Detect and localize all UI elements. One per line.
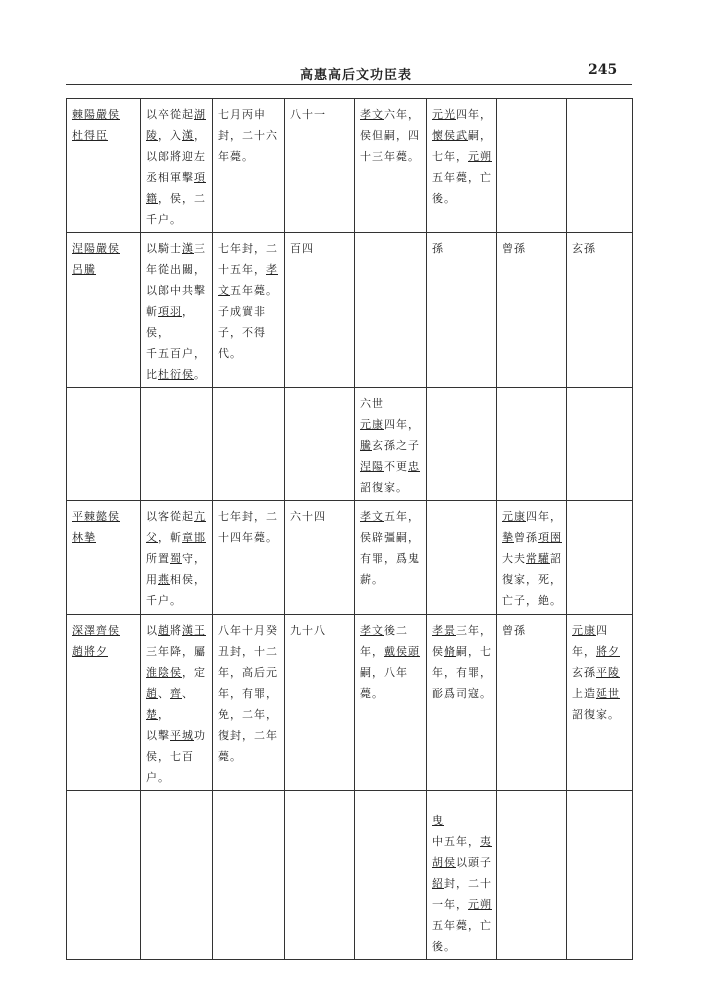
proper-name-text: 將夕 xyxy=(596,645,620,658)
table-cell xyxy=(355,791,427,960)
cell-text: 所置 xyxy=(146,552,170,565)
table-row xyxy=(67,615,633,791)
table-row xyxy=(67,233,633,388)
cell-text: 嗣， xyxy=(468,129,492,142)
cell-text: 上造 xyxy=(572,687,596,700)
cell-text: ，侯，二 xyxy=(158,192,206,205)
cell-text: 五年薨，亡 xyxy=(432,919,492,932)
cell-text: 六世 xyxy=(360,397,384,410)
proper-name-text: 夷 xyxy=(480,835,492,848)
proper-name-text: 湖 xyxy=(194,108,206,121)
cell-text: 大夫 xyxy=(502,552,526,565)
cell-text: 亡子，絶。 xyxy=(502,594,562,607)
proper-name-text: 燕 xyxy=(158,573,170,586)
cell-text: 玄孫 xyxy=(572,666,596,679)
table-cell xyxy=(213,501,285,615)
cell-text: 六年， xyxy=(384,108,420,121)
page-number: 245 xyxy=(588,62,618,78)
cell-text: 年， xyxy=(360,645,384,658)
proper-name-text: 紹 xyxy=(432,877,444,890)
cell-text: 四 xyxy=(596,624,608,637)
cell-text: 侯，七百户。 xyxy=(146,750,194,784)
cell-text: 年，有罪， xyxy=(218,687,278,700)
cell-text: 四年， xyxy=(456,108,492,121)
proper-name-text: 戴侯 xyxy=(384,645,408,658)
cell-text: 以擊 xyxy=(146,729,170,742)
cell-text: 以卒從起 xyxy=(146,108,194,121)
table-cell xyxy=(141,501,213,615)
cell-text: 千户。 xyxy=(146,213,182,226)
table-cell xyxy=(497,501,567,615)
proper-name-text: 淮陰侯 xyxy=(146,666,182,679)
cell-text: 、 xyxy=(182,687,194,700)
cell-text: 侯辟彊嗣， xyxy=(360,531,420,544)
proper-name-text: 平棘懿侯 xyxy=(72,510,120,523)
proper-name-text: 孝文 xyxy=(360,108,384,121)
table-cell xyxy=(355,615,427,791)
proper-name-text: 延世 xyxy=(596,687,620,700)
cell-text: 年，高后元 xyxy=(218,666,278,679)
proper-name-text: 杜衍侯 xyxy=(158,368,194,381)
cell-text: 六十四 xyxy=(290,510,326,523)
cell-text: 侯 xyxy=(432,645,444,658)
cell-text: 將 xyxy=(170,624,182,637)
cell-text: 七年封，二 xyxy=(218,242,278,255)
table-cell xyxy=(285,615,355,791)
table-cell xyxy=(567,615,633,791)
cell-text: 三年降，屬 xyxy=(146,645,206,658)
cell-text: 十三年薨。 xyxy=(360,150,420,163)
table-cell xyxy=(67,388,141,501)
table-cell xyxy=(497,99,567,233)
cell-text: 以郎中共擊 xyxy=(146,284,206,297)
proper-name-text: 元朔 xyxy=(468,150,492,163)
cell-text: 復封，二年 xyxy=(218,729,278,742)
cell-text: 嗣，八年薨。 xyxy=(360,666,408,700)
table-cell xyxy=(67,99,141,233)
table-cell xyxy=(427,388,497,501)
table-cell xyxy=(497,615,567,791)
cell-text: 玄孫之子 xyxy=(372,439,420,452)
proper-name-text: 章邯 xyxy=(182,531,206,544)
proper-name-text: 亢 xyxy=(194,510,206,523)
proper-name-text: 元康 xyxy=(502,510,526,523)
proper-name-text: 文 xyxy=(218,284,230,297)
table-cell xyxy=(67,615,141,791)
cell-text: 詔復家。 xyxy=(572,708,620,721)
proper-name-text: 呂騰 xyxy=(72,263,96,276)
proper-name-text: 驩 xyxy=(538,552,550,565)
table-cell xyxy=(285,388,355,501)
table-cell xyxy=(141,615,213,791)
proper-name-text: 棘陽嚴侯 xyxy=(72,108,120,121)
table-cell xyxy=(213,388,285,501)
proper-name-text: 漢 xyxy=(182,129,194,142)
table-cell xyxy=(427,501,497,615)
table-row xyxy=(67,388,633,501)
proper-name-text: 父 xyxy=(146,531,158,544)
cell-text: 耏爲司寇。 xyxy=(432,687,492,700)
cell-text: 詔復家。 xyxy=(360,481,408,494)
cell-text: 千户。 xyxy=(146,594,182,607)
proper-name-text: 脩 xyxy=(444,645,456,658)
cell-text: 一年， xyxy=(432,898,468,911)
cell-text: 以 xyxy=(146,624,158,637)
table-cell xyxy=(285,233,355,388)
table-cell xyxy=(141,388,213,501)
cell-text: 曾孫 xyxy=(502,242,526,255)
table-cell xyxy=(497,233,567,388)
cell-text: 年，有罪， xyxy=(432,666,492,679)
proper-name-text: 胡侯 xyxy=(432,856,456,869)
table-cell xyxy=(567,233,633,388)
cell-text: 封，二十六 xyxy=(218,129,278,142)
proper-name-text: 元康 xyxy=(360,418,384,431)
proper-name-text: 平陵 xyxy=(596,666,620,679)
cell-text: 免，二年， xyxy=(218,708,278,721)
cell-text: 子成實非 xyxy=(218,305,266,318)
cell-text: 三年， xyxy=(456,624,492,637)
proper-name-text: 曳 xyxy=(432,814,444,827)
proper-name-text: 林摯 xyxy=(72,531,96,544)
cell-text: ，定 xyxy=(182,666,206,679)
table-cell xyxy=(355,99,427,233)
table-row xyxy=(67,99,633,233)
proper-name-text: 趙 xyxy=(146,687,158,700)
cell-text: 百四 xyxy=(290,242,314,255)
cell-text: 以頭子 xyxy=(456,856,492,869)
table-cell xyxy=(285,791,355,960)
cell-text: 封，二十 xyxy=(444,877,492,890)
proper-name-text: 陵 xyxy=(146,129,158,142)
table-row xyxy=(67,791,633,960)
cell-text: 相侯， xyxy=(170,573,206,586)
cell-text: 功 xyxy=(194,729,206,742)
proper-name-text: 蜀 xyxy=(170,552,182,565)
cell-text: 七月丙申 xyxy=(218,108,266,121)
table-cell xyxy=(213,233,285,388)
cell-text: ，斬 xyxy=(158,531,182,544)
cell-text: 五年薨，亡 xyxy=(432,171,492,184)
table-cell xyxy=(497,791,567,960)
cell-text: 五年薨。 xyxy=(230,284,278,297)
proper-name-text: 深澤齊侯 xyxy=(72,624,120,637)
table-cell xyxy=(285,99,355,233)
cell-text: 薪。 xyxy=(360,573,384,586)
cell-text: 七年， xyxy=(432,150,468,163)
proper-name-text: 頭 xyxy=(408,645,420,658)
cell-text: 。 xyxy=(194,368,206,381)
cell-text: 八年十月癸 xyxy=(218,624,278,637)
table-cell xyxy=(427,791,497,960)
table-cell xyxy=(567,791,633,960)
proper-name-text: 孝文 xyxy=(360,510,384,523)
proper-name-text: 懷侯 xyxy=(432,129,456,142)
table-cell xyxy=(497,388,567,501)
cell-text: 薨。 xyxy=(218,750,242,763)
proper-name-text: 杜得臣 xyxy=(72,129,108,142)
cell-text: 不更 xyxy=(384,460,408,473)
cell-text: 以騎士 xyxy=(146,242,182,255)
proper-name-text: 楚 xyxy=(146,708,158,721)
proper-name-text: 趙 xyxy=(158,624,170,637)
cell-text: 守， xyxy=(182,552,206,565)
cell-text: 後。 xyxy=(432,192,456,205)
proper-name-text: 武 xyxy=(456,129,468,142)
cell-text: 孫 xyxy=(432,242,444,255)
proper-name-text: 摯 xyxy=(502,531,514,544)
table-cell xyxy=(141,99,213,233)
cell-text: 子，不得代。 xyxy=(218,326,266,360)
proper-name-text: 常 xyxy=(526,552,538,565)
cell-text: 曾孫 xyxy=(502,624,526,637)
table-cell xyxy=(567,99,633,233)
cell-text: 斬 xyxy=(146,305,158,318)
cell-text: ，入 xyxy=(158,129,182,142)
table-cell xyxy=(213,615,285,791)
cell-text: 嗣，七 xyxy=(456,645,492,658)
cell-text: 比 xyxy=(146,368,158,381)
cell-text: 五年， xyxy=(384,510,420,523)
cell-text: 年從出關， xyxy=(146,263,206,276)
table-cell xyxy=(567,501,633,615)
proper-name-text: 元朔 xyxy=(468,898,492,911)
header-rule xyxy=(66,84,632,85)
table-cell xyxy=(427,233,497,388)
cell-text: ，侯， xyxy=(146,305,194,339)
table-cell xyxy=(67,791,141,960)
cell-text: 四年， xyxy=(384,418,420,431)
cell-spacer xyxy=(432,796,492,810)
proper-name-text: 項 xyxy=(194,171,206,184)
cell-text: 以郎將迎左 xyxy=(146,150,206,163)
table-row xyxy=(67,501,633,615)
cell-text: 丑封，十二 xyxy=(218,645,278,658)
proper-name-text: 漢 xyxy=(182,242,194,255)
proper-name-text: 孝景 xyxy=(432,624,456,637)
table-cell xyxy=(67,501,141,615)
cell-text: 侯但嗣，四 xyxy=(360,129,420,142)
proper-name-text: 元康 xyxy=(572,624,596,637)
table-cell xyxy=(213,791,285,960)
proper-name-text: 孝文 xyxy=(360,624,384,637)
proper-name-text: 忠 xyxy=(408,460,420,473)
cell-text: 年薨。 xyxy=(218,150,254,163)
cell-text: ， xyxy=(194,129,206,142)
proper-name-text: 漢王 xyxy=(182,624,206,637)
table-cell xyxy=(141,233,213,388)
cell-text: 有罪，爲鬼 xyxy=(360,552,420,565)
cell-text: 三 xyxy=(194,242,206,255)
proper-name-text: 籍 xyxy=(146,192,158,205)
table-cell xyxy=(567,388,633,501)
table-cell xyxy=(355,501,427,615)
table-cell xyxy=(141,791,213,960)
cell-text: 、 xyxy=(158,687,170,700)
cell-text: ， xyxy=(158,708,170,721)
table-cell xyxy=(355,388,427,501)
cell-text: 七年封，二 xyxy=(218,510,278,523)
cell-text: 十四年薨。 xyxy=(218,531,278,544)
genealogy-table xyxy=(66,98,633,960)
cell-text: 中五年， xyxy=(432,835,480,848)
cell-text: 九十八 xyxy=(290,624,326,637)
proper-name-text: 齊 xyxy=(170,687,182,700)
running-header-title: 高惠高后文功臣表 xyxy=(300,68,413,83)
table-cell xyxy=(427,615,497,791)
proper-name-text: 孝 xyxy=(266,263,278,276)
proper-name-text: 涅陽 xyxy=(360,460,384,473)
cell-text: 四年， xyxy=(526,510,562,523)
table-cell xyxy=(355,233,427,388)
cell-text: 丞相軍擊 xyxy=(146,171,194,184)
cell-text: 玄孫 xyxy=(572,242,596,255)
proper-name-text: 項圉 xyxy=(538,531,562,544)
cell-text: 以客從起 xyxy=(146,510,194,523)
table-cell xyxy=(213,99,285,233)
proper-name-text: 元光 xyxy=(432,108,456,121)
cell-text: 詔 xyxy=(550,552,562,565)
cell-text: 用 xyxy=(146,573,158,586)
proper-name-text: 項羽 xyxy=(158,305,182,318)
cell-text: 八十一 xyxy=(290,108,326,121)
cell-text: 復家，死， xyxy=(502,573,562,586)
table-cell xyxy=(285,501,355,615)
cell-text: 年， xyxy=(572,645,596,658)
cell-text: 十五年， xyxy=(218,263,266,276)
table-cell xyxy=(427,99,497,233)
cell-text: 後。 xyxy=(432,940,456,953)
cell-text: 後二 xyxy=(384,624,408,637)
table-cell xyxy=(67,233,141,388)
proper-name-text: 趙將夕 xyxy=(72,645,108,658)
proper-name-text: 涅陽嚴侯 xyxy=(72,242,120,255)
cell-text: 千五百户， xyxy=(146,347,206,360)
proper-name-text: 平城 xyxy=(170,729,194,742)
cell-text: 曾孫 xyxy=(514,531,538,544)
proper-name-text: 騰 xyxy=(360,439,372,452)
table-body xyxy=(67,99,633,960)
